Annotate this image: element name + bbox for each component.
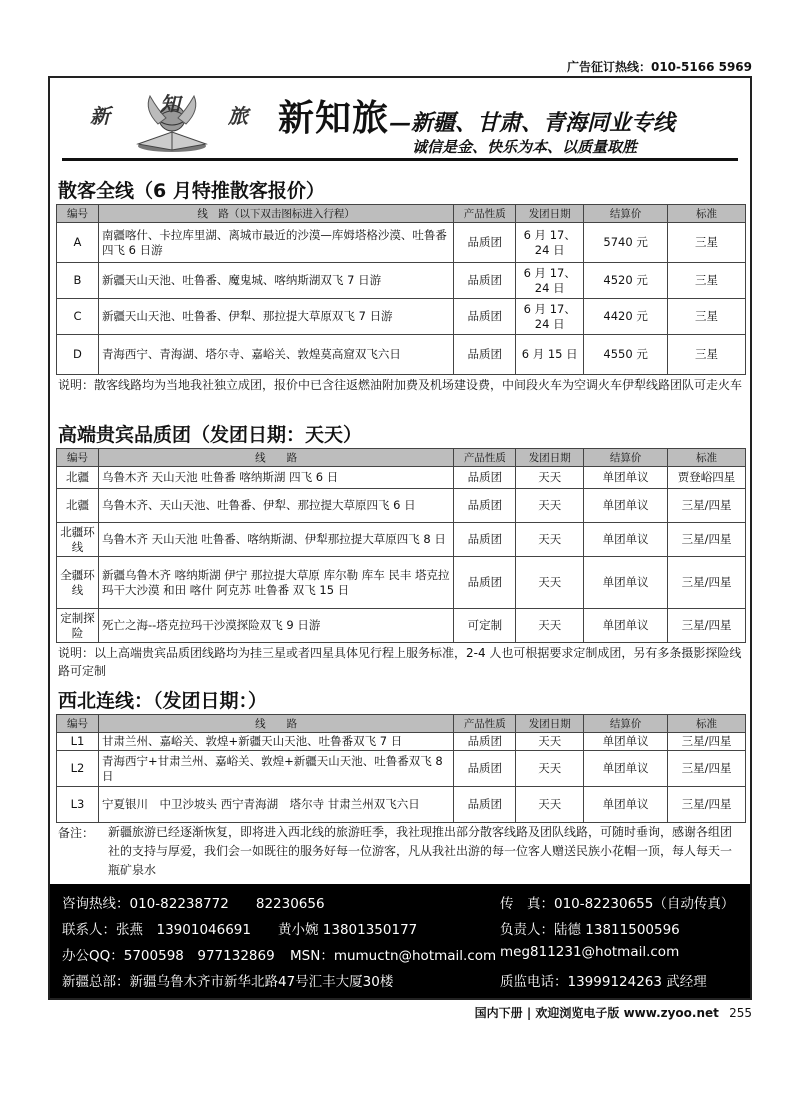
table-row <box>57 299 746 335</box>
standard-cell: 三星 <box>668 299 746 335</box>
price-cell: 单团单议 <box>584 523 668 557</box>
column-header: 结算价 <box>584 715 668 733</box>
price-cell: 单团单议 <box>584 609 668 643</box>
contact-manager: 负责人：陆德 13811500596 <box>500 922 680 938</box>
price-cell: 单团单议 <box>584 733 668 751</box>
table-row <box>57 489 746 523</box>
column-header: 编号 <box>57 715 99 733</box>
price-cell: 单团单议 <box>584 787 668 823</box>
contact-quality: 质监电话：13999124263 武经理 <box>500 974 707 990</box>
table-row <box>57 523 746 557</box>
product-type-cell: 品质团 <box>454 467 516 489</box>
column-header: 产品性质 <box>454 715 516 733</box>
column-header: 发团日期 <box>516 449 584 467</box>
departure-date-cell: 6 月 17、24 日 <box>516 223 584 263</box>
price-cell: 4420 元 <box>584 299 668 335</box>
product-type-cell: 品质团 <box>454 557 516 609</box>
route-code-cell: C <box>57 299 99 335</box>
table-row <box>57 557 746 609</box>
route-code-cell: B <box>57 263 99 299</box>
departure-date-cell: 天天 <box>516 751 584 787</box>
departure-date-cell: 6 月 15 日 <box>516 335 584 375</box>
table-header-row <box>57 449 746 467</box>
column-header: 标准 <box>668 715 746 733</box>
product-type-cell: 品质团 <box>454 299 516 335</box>
price-cell: 单团单议 <box>584 557 668 609</box>
route-name-cell: 乌鲁木齐、天山天池、吐鲁番、伊犁、那拉提大草原四飞 6 日 <box>98 489 453 523</box>
route-name-cell: 新疆天山天池、吐鲁番、伊犁、那拉提大草原双飞 7 日游 <box>98 299 453 335</box>
route-name-cell: 甘肃兰州、嘉峪关、敦煌+新疆天山天池、吐鲁番双飞 7 日 <box>98 733 453 751</box>
table-body <box>57 223 746 375</box>
remarks-label: 备注： <box>58 826 95 840</box>
table-row <box>57 335 746 375</box>
product-type-cell: 品质团 <box>454 489 516 523</box>
contact-email: meg811231@hotmail.com <box>500 944 680 960</box>
table-row <box>57 223 746 263</box>
table-row <box>57 751 746 787</box>
product-type-cell: 品质团 <box>454 523 516 557</box>
departure-date-cell: 天天 <box>516 609 584 643</box>
product-type-cell: 品质团 <box>454 335 516 375</box>
column-header: 发团日期 <box>516 715 584 733</box>
column-header: 编号 <box>57 449 99 467</box>
page-frame <box>48 76 752 1000</box>
table-row <box>57 787 746 823</box>
route-name-cell: 青海西宁、青海湖、塔尔寺、嘉峪关、敦煌莫高窟双飞六日 <box>98 335 453 375</box>
column-header: 编号 <box>57 205 99 223</box>
note-vip: 说明：以上高端贵宾品质团线路均为挂三星或者四星具体见行程上服务标准，2-4 人也可根据要求定制成团，另有多条摄影探险线路可定制 <box>58 646 742 678</box>
departure-date-cell: 天天 <box>516 523 584 557</box>
product-type-cell: 品质团 <box>454 733 516 751</box>
divider <box>62 158 738 161</box>
product-type-cell: 品质团 <box>454 223 516 263</box>
route-name-cell: 死亡之海--塔克拉玛干沙漠探险双飞 9 日游 <box>98 609 453 643</box>
column-header: 结算价 <box>584 205 668 223</box>
brand-slogan: 诚信是金、快乐为本、以质量取胜 <box>412 138 638 156</box>
contact-persons: 联系人：张燕 13901046691 黄小婉 13801350177 <box>62 922 418 938</box>
brand-dash: — <box>389 110 412 136</box>
logo-word-3: 旅 <box>228 104 248 128</box>
page-footer <box>475 1004 752 1021</box>
section-title-northwest: 西北连线：（发团日期：） <box>58 690 268 712</box>
contact-qq: 办公QQ：5700598 977132869 <box>62 948 275 964</box>
table-body <box>57 733 746 823</box>
table-row <box>57 733 746 751</box>
standard-cell: 三星/四星 <box>668 489 746 523</box>
price-cell: 4520 元 <box>584 263 668 299</box>
column-header: 产品性质 <box>454 205 516 223</box>
route-code-cell: A <box>57 223 99 263</box>
departure-date-cell: 天天 <box>516 467 584 489</box>
route-code-cell: 全疆环线 <box>57 557 99 609</box>
route-code-cell: D <box>57 335 99 375</box>
route-code-cell: L2 <box>57 751 99 787</box>
contact-msn: MSN：mumuctn@hotmail.com <box>290 948 497 964</box>
price-cell: 单团单议 <box>584 467 668 489</box>
table-row <box>57 263 746 299</box>
route-name-cell: 南疆喀什、卡拉库里湖、离城市最近的沙漠—库姆塔格沙漠、吐鲁番四飞 6 日游 <box>98 223 453 263</box>
brand-header <box>50 78 750 164</box>
column-header: 标准 <box>668 205 746 223</box>
departure-date-cell: 天天 <box>516 733 584 751</box>
route-name-cell: 青海西宁+甘肃兰州、嘉峪关、敦煌+新疆天山天池、吐鲁番双飞 8 日 <box>98 751 453 787</box>
standard-cell: 三星/四星 <box>668 733 746 751</box>
section-title-scatter: 散客全线（6 月特推散客报价） <box>58 180 325 202</box>
footer-text: 国内下册 | 欢迎浏览电子版 www.zyoo.net <box>474 1006 719 1020</box>
standard-cell: 三星/四星 <box>668 787 746 823</box>
price-cell: 4550 元 <box>584 335 668 375</box>
route-code-cell: 北疆环线 <box>57 523 99 557</box>
route-code-cell: 定制探险 <box>57 609 99 643</box>
departure-date-cell: 天天 <box>516 489 584 523</box>
contact-hotline: 咨询热线：010-82238772 82230656 <box>62 896 325 912</box>
route-name-cell: 新疆天山天池、吐鲁番、魔鬼城、喀纳斯湖双飞 7 日游 <box>98 263 453 299</box>
product-type-cell: 品质团 <box>454 787 516 823</box>
standard-cell: 三星 <box>668 263 746 299</box>
route-name-cell: 乌鲁木齐 天山天池 吐鲁番 喀纳斯湖 四飞 6 日 <box>98 467 453 489</box>
table-northwest <box>56 714 746 823</box>
column-header: 线 路 <box>98 449 453 467</box>
brand-subtitle: 新疆、甘肃、青海同业专线 <box>411 110 676 136</box>
standard-cell: 三星/四星 <box>668 523 746 557</box>
price-cell: 单团单议 <box>584 489 668 523</box>
table-row <box>57 467 746 489</box>
table-vip <box>56 448 746 643</box>
column-header: 线 路 <box>98 715 453 733</box>
route-name-cell: 乌鲁木齐 天山天池 吐鲁番、喀纳斯湖、伊犁那拉提大草原四飞 8 日 <box>98 523 453 557</box>
remarks-text: 新疆旅游已经逐渐恢复，即将进入西北线的旅游旺季，我社现推出部分散客线路及团队线路，可随时垂询，感谢各组团社的支持与厚爱，我们会一如既往的服务好每一位游客，凡从我社出游的每一位客人赠送民族小花帽一顶，每人每天一瓶矿泉水 <box>108 825 733 877</box>
price-cell: 5740 元 <box>584 223 668 263</box>
route-name-cell: 宁夏银川 中卫沙坡头 西宁青海湖 塔尔寺 甘肃兰州双飞六日 <box>98 787 453 823</box>
column-header: 发团日期 <box>516 205 584 223</box>
table-scatter <box>56 204 746 375</box>
logo-word-1: 新 <box>90 104 110 128</box>
standard-cell: 三星/四星 <box>668 557 746 609</box>
route-code-cell: L3 <box>57 787 99 823</box>
table-row <box>57 609 746 643</box>
table-body <box>57 467 746 643</box>
logo <box>86 88 256 158</box>
brand-name: 新知旅 <box>278 97 390 139</box>
standard-cell: 贾登峪四星 <box>668 467 746 489</box>
column-header: 线 路（以下双击图标进入行程） <box>98 205 453 223</box>
product-type-cell: 品质团 <box>454 263 516 299</box>
standard-cell: 三星/四星 <box>668 751 746 787</box>
product-type-cell: 可定制 <box>454 609 516 643</box>
contact-fax: 传 真：010-82230655（自动传真） <box>500 896 735 912</box>
price-cell: 单团单议 <box>584 751 668 787</box>
column-header: 产品性质 <box>454 449 516 467</box>
route-code-cell: 北疆 <box>57 467 99 489</box>
brand-title <box>278 90 675 141</box>
page-number: 255 <box>729 1006 752 1020</box>
route-code-cell: L1 <box>57 733 99 751</box>
product-type-cell: 品质团 <box>454 751 516 787</box>
route-name-cell: 新疆乌鲁木齐 喀纳斯湖 伊宁 那拉提大草原 库尔勒 库车 民丰 塔克拉玛干大沙漠 和田 喀什 阿克苏 吐鲁番 双飞 15 日 <box>98 557 453 609</box>
standard-cell: 三星/四星 <box>668 609 746 643</box>
section-title-vip: 高端贵宾品质团（发团日期：天天） <box>58 424 363 446</box>
logo-word-2: 知 <box>160 92 180 116</box>
route-code-cell: 北疆 <box>57 489 99 523</box>
table-header-row <box>57 205 746 223</box>
departure-date-cell: 天天 <box>516 787 584 823</box>
table-header-row <box>57 715 746 733</box>
contact-hq: 新疆总部：新疆乌鲁木齐市新华北路47号汇丰大厦30楼 <box>62 974 394 990</box>
standard-cell: 三星 <box>668 223 746 263</box>
ad-hotline: 广告征订热线：010-5166 5969 <box>566 60 752 74</box>
standard-cell: 三星 <box>668 335 746 375</box>
column-header: 标准 <box>668 449 746 467</box>
departure-date-cell: 6 月 17、24 日 <box>516 299 584 335</box>
note-scatter: 说明：散客线路均为当地我社独立成团，报价中已含往返燃油附加费及机场建设费，中间段火车为空调火车伊犁线路团队可走火车 <box>58 378 743 392</box>
contact-panel <box>50 884 750 998</box>
departure-date-cell: 6 月 17、24 日 <box>516 263 584 299</box>
column-header: 结算价 <box>584 449 668 467</box>
departure-date-cell: 天天 <box>516 557 584 609</box>
